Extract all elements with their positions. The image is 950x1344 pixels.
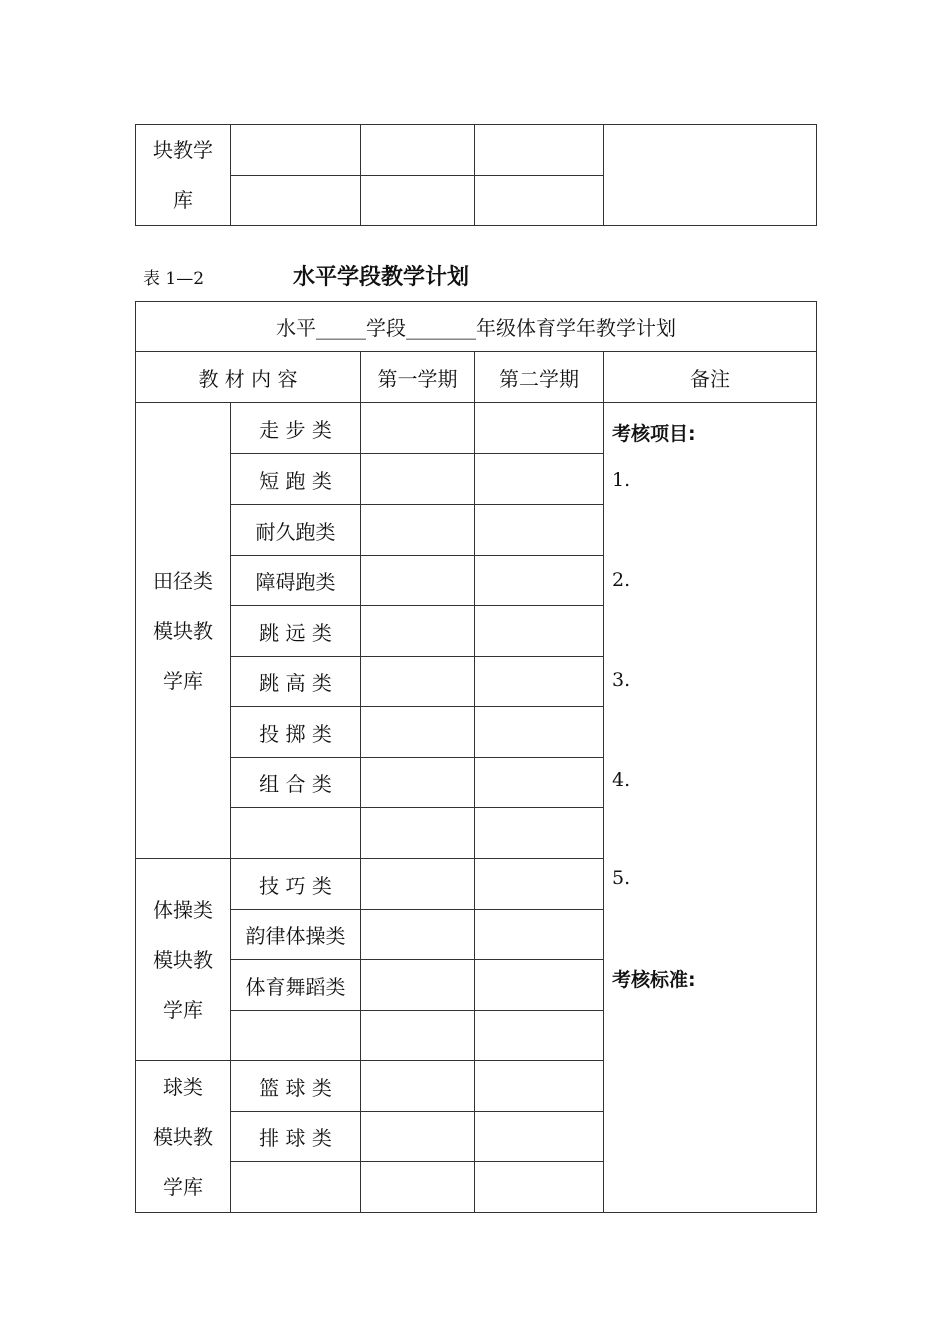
table-caption: 表 1—2 [143, 269, 205, 289]
teaching-plan-table [135, 301, 817, 1213]
empty-cell [361, 910, 475, 960]
column-header-term1: 第一学期 [361, 352, 475, 403]
track-item: 组 合 类 [231, 758, 361, 808]
empty-cell [475, 1061, 604, 1112]
ball-module-label [136, 1061, 231, 1213]
gym-module-line3: 学库 [163, 997, 203, 1022]
empty-cell [361, 175, 475, 226]
track-module-line1: 田径类 [153, 568, 213, 593]
column-header-term2: 第二学期 [475, 352, 604, 403]
module-label-line2: 库 [173, 188, 193, 212]
empty-cell [475, 859, 604, 910]
note-1: 1. [612, 469, 631, 491]
ball-item: 排 球 类 [231, 1112, 361, 1162]
track-item: 耐久跑类 [231, 505, 361, 556]
gym-module-label [136, 859, 231, 1061]
empty-cell [475, 758, 604, 808]
empty-cell [231, 1011, 361, 1061]
top-partial-table [135, 124, 817, 226]
gym-module-line1: 体操类 [153, 897, 213, 922]
plan-header-line: 水平_____学段_______年级体育学年教学计划 [136, 302, 817, 352]
note-3: 3. [612, 669, 631, 691]
empty-cell [475, 1011, 604, 1061]
empty-cell [361, 505, 475, 556]
module-label-cell [136, 125, 231, 226]
track-item: 短 跑 类 [231, 454, 361, 505]
gym-item: 技 巧 类 [231, 859, 361, 910]
track-item: 走 步 类 [231, 403, 361, 454]
empty-cell [231, 1162, 361, 1213]
empty-cell [475, 505, 604, 556]
empty-cell [361, 808, 475, 859]
gym-item: 韵律体操类 [231, 910, 361, 960]
empty-cell [361, 707, 475, 758]
empty-cell [361, 758, 475, 808]
empty-cell [231, 808, 361, 859]
empty-cell [231, 175, 361, 226]
assess-items-label: 考核项目: [612, 423, 696, 445]
ball-module-line3: 学库 [163, 1174, 203, 1199]
empty-cell [475, 1112, 604, 1162]
empty-cell [361, 657, 475, 707]
gym-module-line2: 模块教 [153, 947, 213, 972]
remarks-cell [604, 403, 817, 1213]
track-item: 跳 高 类 [231, 657, 361, 707]
note-4: 4. [612, 769, 631, 791]
empty-cell [475, 454, 604, 505]
module-label-line1: 块教学 [153, 138, 213, 162]
empty-cell [475, 910, 604, 960]
empty-cell [361, 556, 475, 606]
track-item: 投 掷 类 [231, 707, 361, 758]
empty-cell [475, 657, 604, 707]
empty-cell [475, 556, 604, 606]
empty-cell [361, 454, 475, 505]
empty-cell [475, 808, 604, 859]
empty-cell [361, 960, 475, 1011]
empty-cell [361, 859, 475, 910]
note-2: 2. [612, 569, 631, 591]
gym-item: 体育舞蹈类 [231, 960, 361, 1011]
track-module-line3: 学库 [163, 668, 203, 693]
note-5: 5. [612, 867, 631, 889]
empty-cell [361, 1112, 475, 1162]
empty-cell [475, 1162, 604, 1213]
empty-cell [361, 1061, 475, 1112]
assess-standard-label: 考核标准: [612, 969, 696, 991]
track-item: 跳 远 类 [231, 606, 361, 657]
empty-cell [475, 403, 604, 454]
column-header-remarks: 备注 [604, 352, 817, 403]
track-module-line2: 模块教 [153, 618, 213, 643]
empty-cell [475, 606, 604, 657]
empty-cell [361, 1162, 475, 1213]
empty-cell [475, 960, 604, 1011]
empty-cell [475, 175, 604, 226]
track-module-label [136, 403, 231, 859]
empty-cell [361, 606, 475, 657]
empty-cell [361, 403, 475, 454]
ball-item: 篮 球 类 [231, 1061, 361, 1112]
empty-cell [475, 707, 604, 758]
empty-cell [475, 125, 604, 176]
column-header-content: 教 材 内 容 [136, 352, 361, 403]
empty-cell [231, 125, 361, 176]
track-item: 障碍跑类 [231, 556, 361, 606]
ball-module-line1: 球类 [163, 1074, 203, 1099]
page-title: 水平学段教学计划 [293, 265, 470, 290]
empty-cell [604, 125, 817, 226]
empty-cell [361, 125, 475, 176]
empty-cell [361, 1011, 475, 1061]
ball-module-line2: 模块教 [153, 1124, 213, 1149]
